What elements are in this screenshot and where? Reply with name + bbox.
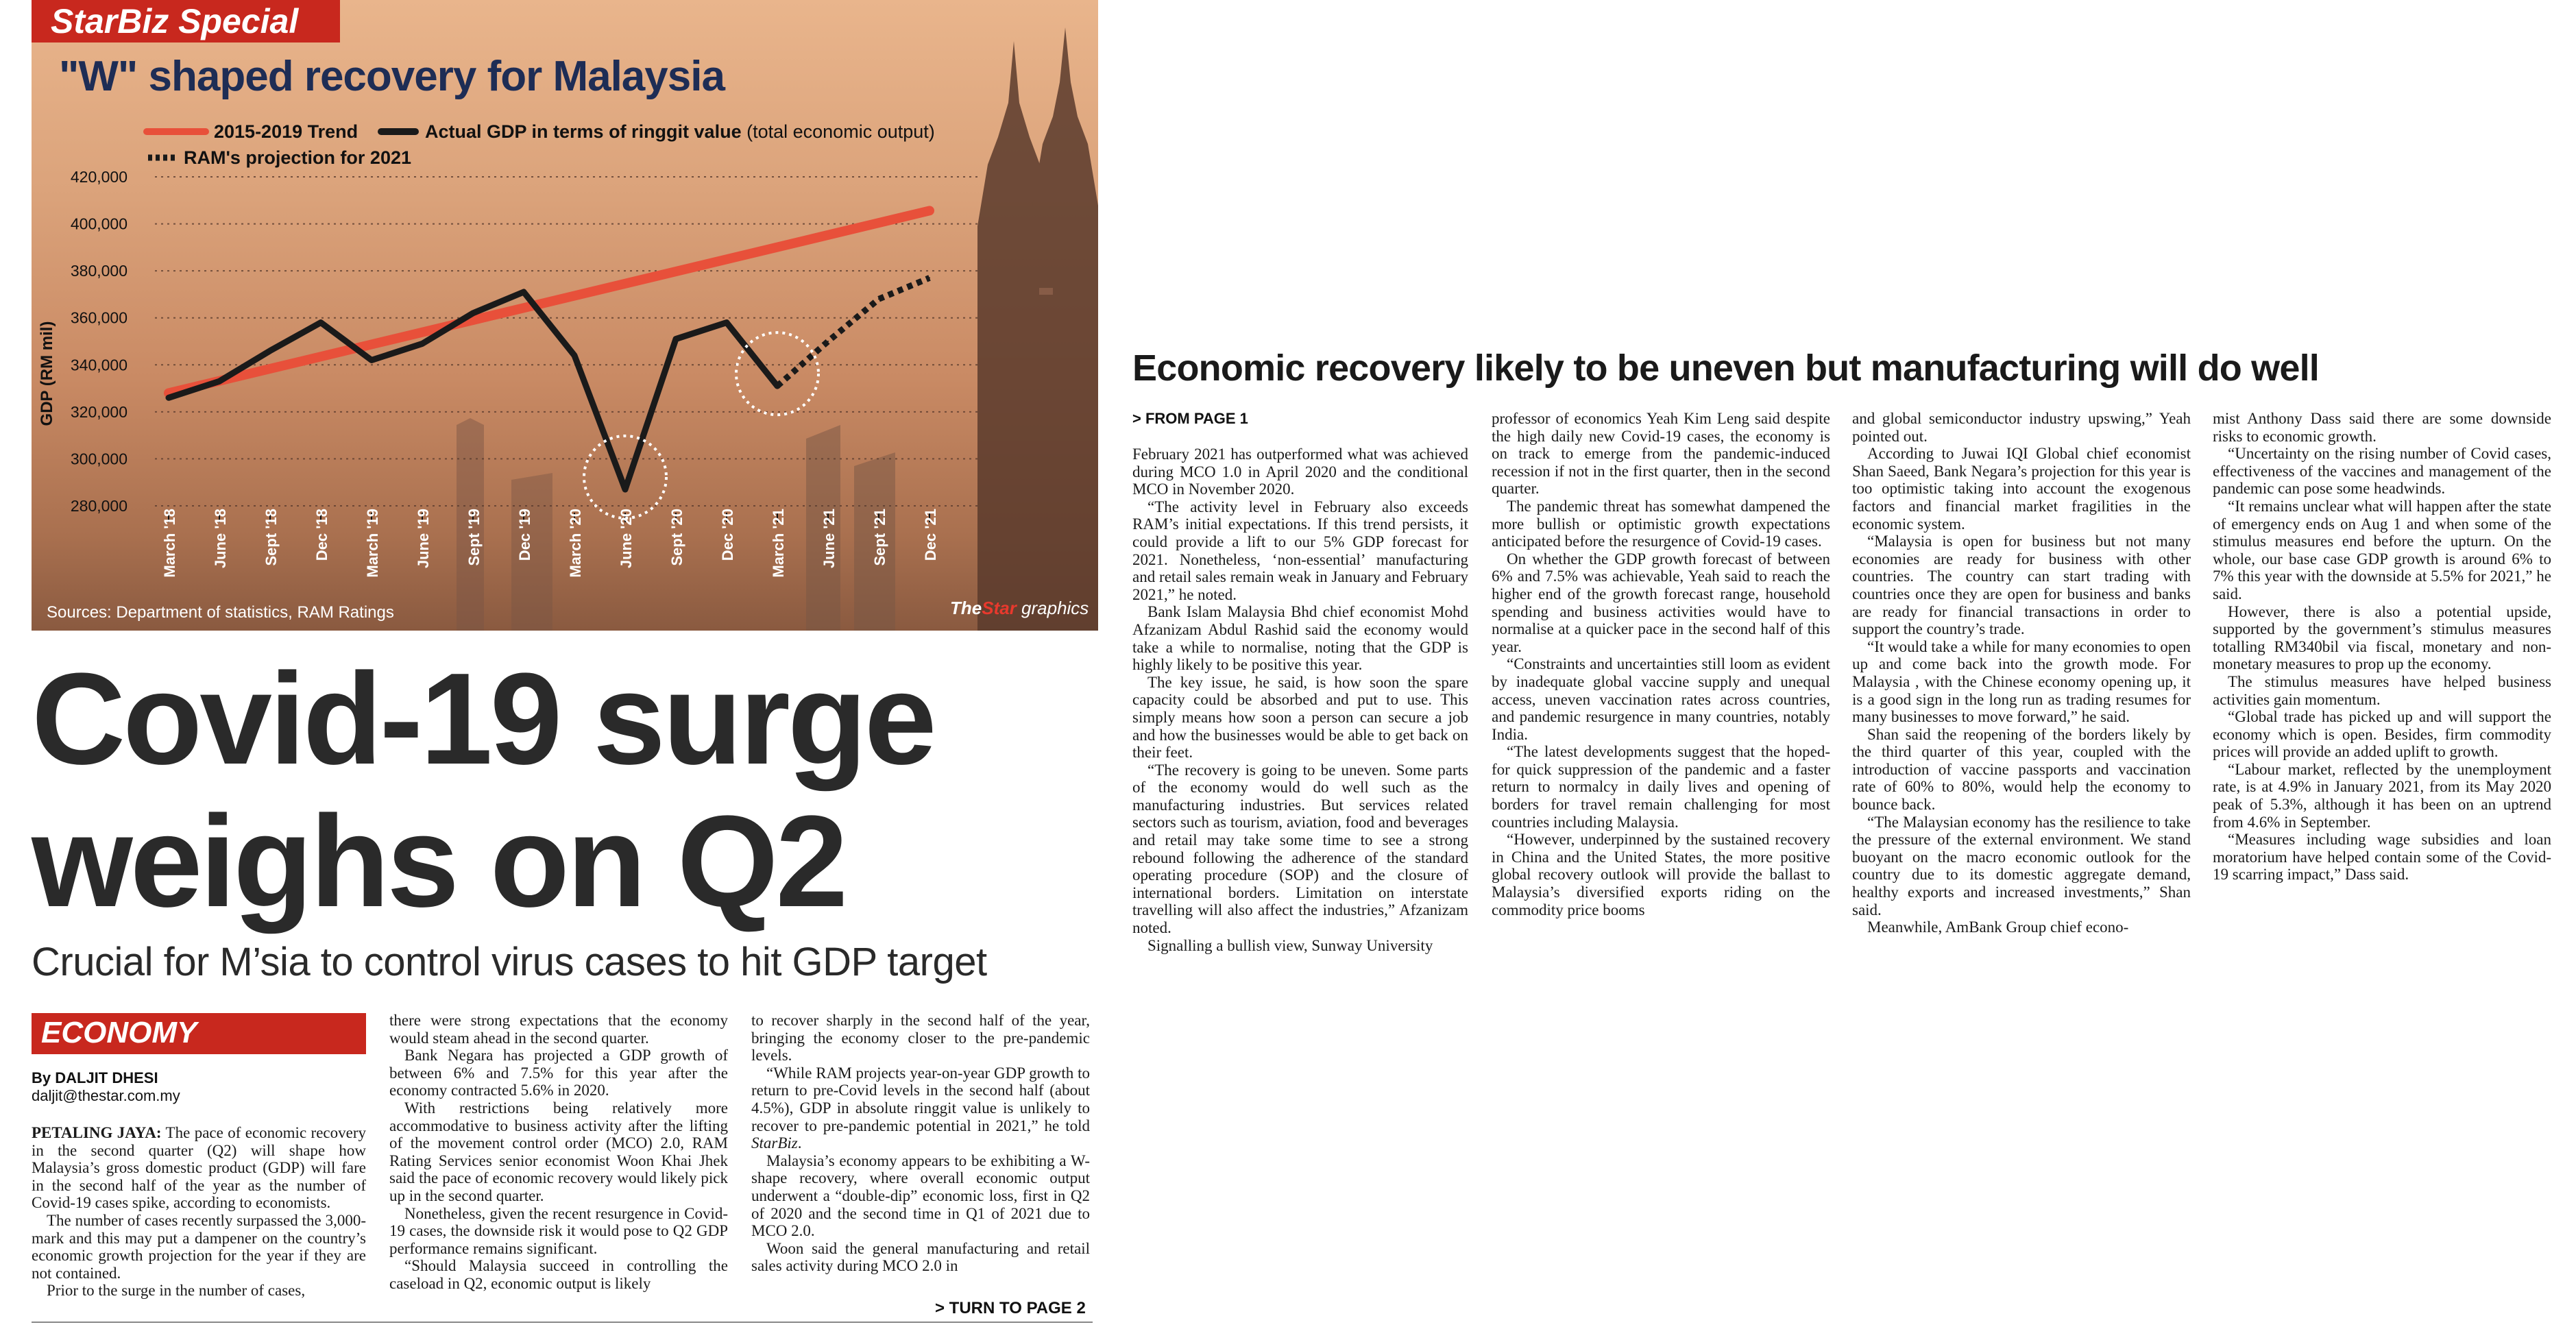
paragraph-text: . — [797, 1134, 802, 1152]
paragraph: With restrictions being relatively more accommodative to business activity after the lifting of the movement control order (MCO) 2.0, RAM Rating Services senior economist Woon Khai Jhek said the pace of economic recovery would likely pick up in the second quarter. — [389, 1099, 728, 1204]
paragraph: The number of cases recently surpassed the 3,000-mark and this may put a dampener on the country’s economic growth projection for the year if they are not contained. — [32, 1211, 366, 1282]
paragraph: Prior to the surge in the number of cases, — [47, 1282, 306, 1300]
x-tick-label: Dec '21 — [922, 509, 939, 561]
x-tick-label: March '18 — [161, 509, 178, 578]
paragraph-text: The pace of economic recovery in the second quarter (Q2) will shape how Malaysia’s gross domestic product (GDP) will fare in the second half of the year as the number of Covid-19 cases spike, according to economists. — [32, 1124, 366, 1212]
series-line-0 — [169, 210, 929, 393]
right-column-3 — [1852, 410, 2191, 936]
turn-to-page: > TURN TO PAGE 2 — [935, 1299, 1086, 1317]
paragraph: “Labour market, reflected by the unemployment rate, is at 4.9% in January 2021, from its May 2020 peak of 5.3%, although it has been on an uptrend from 4.6% in September. — [2213, 760, 2551, 831]
bottom-rule — [32, 1322, 1093, 1323]
credit-star: Star — [982, 598, 1017, 618]
paragraph: mist Anthony Dass said there are some downside risks to economic growth. — [2213, 410, 2551, 445]
right-column-1 — [1132, 446, 1468, 954]
credit-brand: The — [950, 598, 982, 618]
series-point-2 — [827, 341, 829, 342]
chart-panel — [32, 0, 1098, 631]
graphics-credit — [950, 598, 1089, 619]
paragraph-text: “While RAM projects year-on-year GDP growth to return to pre-Covid levels in the second half (about 4.5%), GDP in absolute ringgit value is unlikely to recover to pre-pandemic potential in 2021,” he told — [751, 1064, 1090, 1134]
series-point-1 — [269, 350, 271, 352]
legend-label-trend: 2015-2019 Trend — [214, 121, 359, 142]
x-tick-label: Dec '19 — [516, 509, 533, 561]
series-point-1 — [675, 339, 677, 340]
paragraph — [751, 1064, 1090, 1152]
y-tick-label: 420,000 — [70, 168, 127, 186]
y-tick-label: 300,000 — [70, 450, 127, 468]
legend-label-actual-note: (total economic output) — [746, 121, 935, 142]
legend-label-actual-name: Actual GDP in terms of ringgit value — [425, 121, 742, 142]
paragraph: “The latest developments suggest that the hoped-for quick suppression of the pandemic and a faster return to normalcy in daily lives and opening of borders for travel remain challenging for most countries including Malaysia. — [1492, 743, 1830, 831]
paragraph: Bank Negara has projected a GDP growth of between 6% and 7.5% for this year after the economy contracted 5.6% in 2020. — [389, 1047, 728, 1099]
paragraph: Bank Islam Malaysia Bhd chief economist Mohd Afzanizam Abdul Rashid said the economy would take a while to normalise, noting that the GDP is highly likely to be positive this year. — [1132, 603, 1468, 674]
right-column-2 — [1492, 410, 1830, 918]
series-point-1 — [168, 397, 169, 398]
subheadline: Crucial for M’sia to control virus cases to hit GDP target — [32, 940, 987, 984]
article-column-3 — [751, 1012, 1090, 1275]
paragraph: “The Malaysian economy has the resilience to take the pressure of the external environment. We stand buoyant on the macro economic outlook for the country due to its domestic aggregate demand, healthy exports and increased investments,” Shan said. — [1852, 813, 2191, 918]
paragraph: Meanwhile, AmBank Group chief econo- — [1867, 918, 2129, 936]
series-point-1 — [371, 359, 372, 361]
paragraph: “Constraints and uncertainties still loom as evident by inadequate global vaccine supply and unequal access, uneven vaccination rates across countries, and pandemic resurgence in many countries, notably India. — [1492, 655, 1830, 743]
series-point-1 — [574, 355, 575, 356]
paragraph: “Should Malaysia succeed in controlling the caseload in Q2, economic output is likely — [389, 1257, 728, 1292]
y-tick-label: 360,000 — [70, 308, 127, 327]
banner-text: StarBiz Special — [51, 2, 299, 40]
x-tick-label: Sept '18 — [263, 509, 280, 566]
paragraph: On whether the GDP growth forecast of between 6% and 7.5% was achievable, Yeah said to reach the higher end of the growth forecast range, household spending and business activities would have to normalise at a quicker pace in the second half of this year. — [1492, 550, 1830, 655]
main-headline: Covid-19 surge weighs on Q2 — [32, 646, 934, 934]
paragraph: Woon said the general manufacturing and retail sales activity during MCO 2.0 in — [751, 1239, 1090, 1275]
paragraph: The pandemic threat has somewhat dampened the more bullish or optimistic growth expectations anticipated before the resurgence of Covid-19 cases. — [1492, 497, 1830, 550]
y-tick-label: 340,000 — [70, 356, 127, 374]
paragraph: “Malaysia is open for business but not many economies are ready for business with other countries. The country can start trading with countries once they are open for business and banks are ready for financial transactions in order to support the country’s trade. — [1852, 533, 2191, 638]
paragraph: “It remains unclear what will happen after the state of emergency ends on Aug 1 and when some of the stimulus measures end before the upturn. On the whole, our base case GDP growth is around 6% to 7% this year with the downside at 5.5% for 2021,” he said. — [2213, 497, 2551, 602]
series-point-1 — [422, 343, 423, 344]
paragraph: professor of economics Yeah Kim Leng said despite the high daily new Covid-19 cases, the economy is on track to emerge from the pandemic-induced recession if not in the first quarter, then in the second quarter. — [1492, 410, 1830, 498]
paragraph — [32, 1124, 366, 1212]
section-label-text: ECONOMY — [41, 1016, 197, 1049]
paragraph: “It would take a while for many economies to open up and come back into the growth mode. For Malaysia , with the Chinese economy opening up, it is a good sign in the long run as trading resumes for many businesses to move forward,” he said. — [1852, 637, 2191, 726]
legend-label-actual — [425, 121, 935, 143]
x-tick-label: June '21 — [821, 509, 838, 569]
paragraph: “However, underpinned by the sustained recovery in China and the United States, the more positive global recovery outlook will provide the ballast to Malaysia’s diversified exports riding on the commodity price booms — [1492, 831, 1830, 918]
article-column-1 — [32, 1124, 366, 1300]
byline: By DALJIT DHESI — [32, 1069, 158, 1086]
y-tick-labels — [71, 168, 127, 515]
y-tick-label: 320,000 — [70, 402, 127, 421]
chart-annotations — [584, 332, 818, 518]
x-tick-label: June '19 — [415, 509, 432, 569]
dateline: PETALING JAYA: — [32, 1124, 162, 1141]
paragraph: According to Juwai IQI Global chief economist Shan Saeed, Bank Negara’s projection for this year is too optimistic taking into account the exogenous factors and financial market fragilities in the economic system. — [1852, 445, 2191, 533]
right-headline: Economic recovery likely to be uneven but manufacturing will do well — [1132, 348, 2320, 389]
x-tick-label: March '19 — [364, 509, 381, 578]
series-point-1 — [624, 489, 626, 490]
author-email: daljit@thestar.com.my — [32, 1087, 180, 1104]
y-tick-label: 380,000 — [70, 262, 127, 280]
x-tick-label: June '18 — [212, 509, 229, 569]
article-column-2 — [389, 1012, 728, 1293]
series-point-1 — [523, 291, 524, 293]
credit-suffix: graphics — [1016, 598, 1089, 618]
series-point-1 — [320, 322, 321, 324]
x-tick-label: Dec '20 — [719, 509, 736, 561]
x-tick-label: Sept '20 — [668, 509, 685, 566]
paragraph: However, there is also a potential upside, supported by the government’s stimulus measures totalling RM340bil via fiscal, monetary and non-monetary measures to prop up the economy. — [2213, 602, 2551, 673]
series-point-1 — [726, 322, 727, 324]
paragraph: Nonetheless, given the recent resurgence in Covid-19 cases, the downside risk it would pose to Q2 GDP performance remains significant. — [389, 1204, 728, 1257]
from-page: > FROM PAGE 1 — [1132, 410, 1248, 427]
x-tick-label: Dec '18 — [313, 509, 330, 561]
x-tick-label: Sept '19 — [465, 509, 483, 566]
paragraph: “Uncertainty on the rising number of Covid cases, effectiveness of the vaccines and management of the pandemic can pose some headwinds. — [2213, 445, 2551, 498]
x-tick-label: June '20 — [618, 509, 635, 569]
paragraph: there were strong expectations that the economy would steam ahead in the second quarter. — [389, 1012, 728, 1047]
y-tick-label: 400,000 — [70, 215, 127, 233]
x-tick-label: March '20 — [567, 509, 584, 578]
paragraph: “The activity level in February also exceeds RAM’s initial expectations. If this trend persists, it could provide a lift to our 5% GDP forecast for 2021. Nonetheless, ‘non-essential’ manufacturing and retail sales remain weak in January and February 2021,” he noted. — [1132, 498, 1468, 603]
series-point-2 — [929, 277, 930, 278]
series-line-2 — [777, 278, 929, 386]
highlight-circle — [736, 332, 818, 415]
paragraph: Signalling a bullish view, Sunway University — [1147, 936, 1433, 954]
y-axis-label: GDP (RM mil) — [38, 321, 56, 426]
series-point-1 — [219, 380, 220, 382]
paragraph: to recover sharply in the second half of the year, bringing the economy closer to the pre-pandemic levels. — [751, 1012, 1090, 1064]
series-point-1 — [472, 313, 474, 314]
paragraph: “The recovery is going to be uneven. Some parts of the economy would do well such as the manufacturing industries. But services related sectors such as tourism, aviation, food and beverages and retail may take some time to see a strong rebound following the adherence of the standard operating procedure (SOP) and the closure of international borders. Limitation on interstate travelling will also affect the industries,” Afzanizam noted. — [1132, 761, 1468, 937]
right-column-4 — [2213, 410, 2551, 884]
paragraph: Shan said the reopening of the borders likely by the third quarter of this year, coupled with the introduction of vaccine passports and vaccination rate of 60% to 80%, would help the economy to bounce back. — [1852, 725, 2191, 814]
paragraph: and global semiconductor industry upswing,” Yeah pointed out. — [1852, 410, 2191, 445]
starbiz-banner — [32, 0, 340, 42]
section-label — [32, 1013, 366, 1054]
legend-label-projection: RAM's projection for 2021 — [184, 147, 411, 168]
paragraph: February 2021 has outperformed what was achieved during MCO 1.0 in April 2020 and the conditional MCO in November 2020. — [1132, 446, 1468, 498]
chart-source: Sources: Department of statistics, RAM Ratings — [47, 603, 394, 622]
paragraph: “Global trade has picked up and will support the economy which is open. Besides, firm commodity prices will provide an added uplift to growth. — [2213, 708, 2551, 761]
paragraph: The stimulus measures have helped business activities gain momentum. — [2213, 672, 2551, 708]
series-point-2 — [878, 298, 879, 300]
paragraph: The key issue, he said, is how soon the spare capacity could be absorbed and put to use. This simply means how soon a person can secure a job and how the businesses would be able to get back on their feet. — [1132, 673, 1468, 762]
y-tick-label: 280,000 — [70, 497, 127, 515]
series-point-2 — [777, 385, 778, 387]
chart-title: "W" shaped recovery for Malaysia — [59, 53, 725, 100]
paragraph: “Measures including wage subsidies and loan moratorium have helped contain some of the Covid-19 scarring impact,” Dass said. — [2213, 831, 2551, 884]
x-tick-label: Sept '21 — [871, 509, 888, 566]
x-tick-label: March '21 — [770, 509, 787, 578]
paragraph: Malaysia’s economy appears to be exhibiting a W-shape recovery, where overall economic output underwent a “double-dip” economic loss, first in Q2 of 2020 and the second time in Q1 of 2021 due to MCO 2.0. — [751, 1152, 1090, 1240]
publication-name: StarBiz — [751, 1134, 798, 1152]
